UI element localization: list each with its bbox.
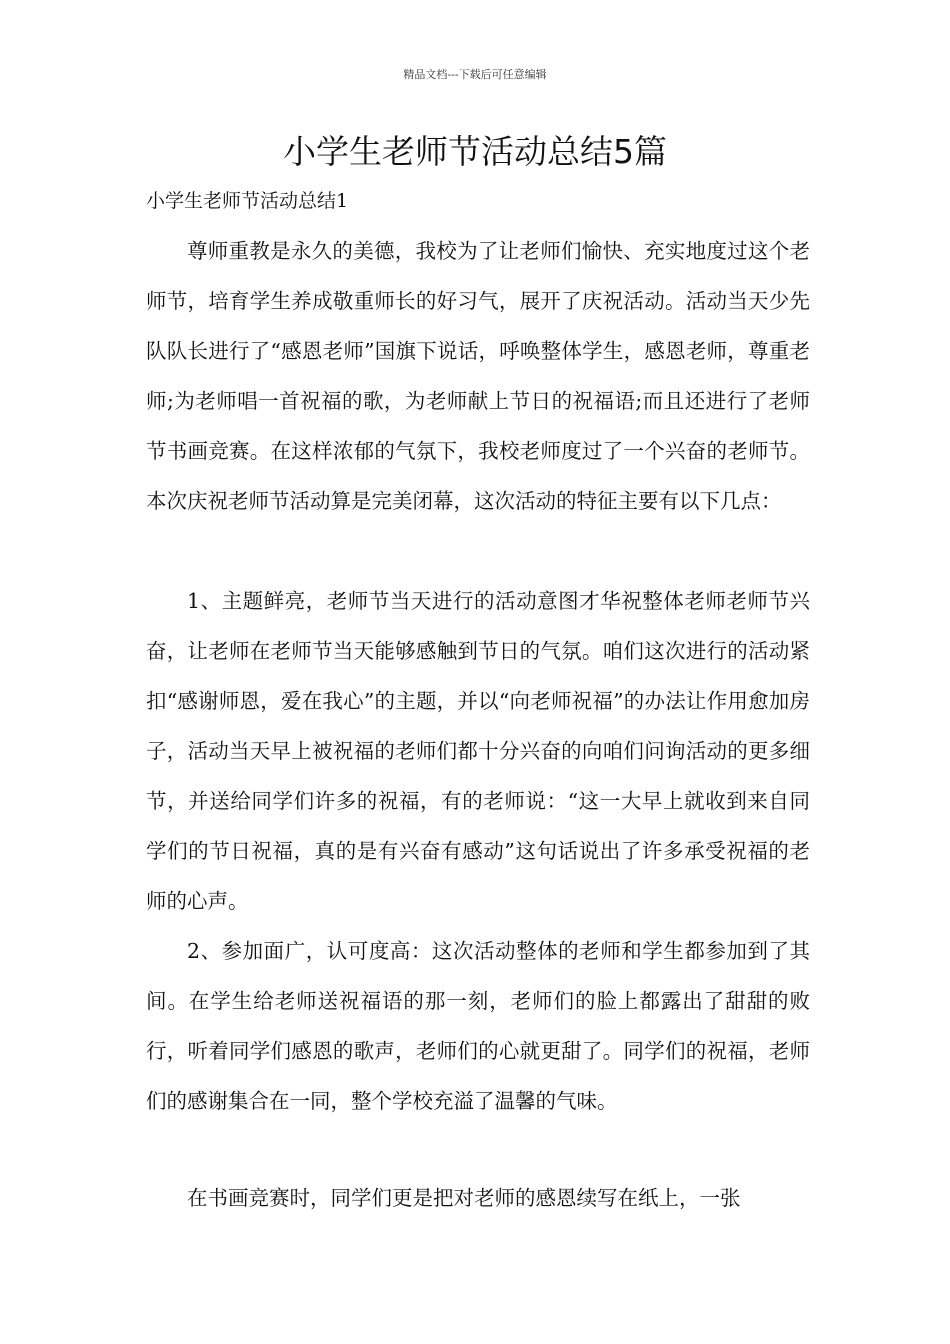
paragraph: 尊师重教是永久的美德，我校为了让老师们愉快、充实地度过这个老师节，培育学生养成敬重师长的好习气，展开了庆祝活动。活动当天少先队队长进行了“感恩老师”国旗下说话，呼唤整体学生，感恩老师，尊重老师;为老师唱一首祝福的歌，为老师献上节日的祝福语;而且还进行了老师节书画竞赛。在这样浓郁的气氛下，我校老师度过了一个兴奋的老师节。本次庆祝老师节活动算是完美闭幕，这次活动的特征主要有以下几点： [146, 239, 810, 513]
header-note: 精品文档---下载后可任意编辑 [403, 68, 547, 81]
section-heading: 小学生老师节活动总结1 [146, 190, 349, 212]
paragraph: 在书画竞赛时，同学们更是把对老师的感恩续写在纸上，一张 [187, 1186, 741, 1210]
document-title: 小学生老师节活动总结5篇 [283, 132, 667, 171]
paragraph: 1、主题鲜亮，老师节当天进行的活动意图才华祝整体老师老师节兴奋，让老师在老师节当天能够感触到节日的气氛。咱们这次进行的活动紧扣“感谢师恩，爱在我心”的主题，并以“向老师祝福”的办法让作用愈加房子，活动当天早上被祝福的老师们都十分兴奋的向咱们问询活动的更多细节，并送给同学们许多的祝福，有的老师说：“这一大早上就收到来自同学们的节日祝福，真的是有兴奋有感动”这句话说出了许多承受祝福的老师的心声。 [146, 589, 810, 913]
paragraph: 2、参加面广，认可度高：这次活动整体的老师和学生都参加到了其间。在学生给老师送祝福语的那一刻，老师们的脸上都露出了甜甜的败行，听着同学们感恩的歌声，老师们的心就更甜了。同学们的祝福，老师们的感谢集合在一同，整个学校充溢了温馨的气味。 [146, 939, 810, 1113]
